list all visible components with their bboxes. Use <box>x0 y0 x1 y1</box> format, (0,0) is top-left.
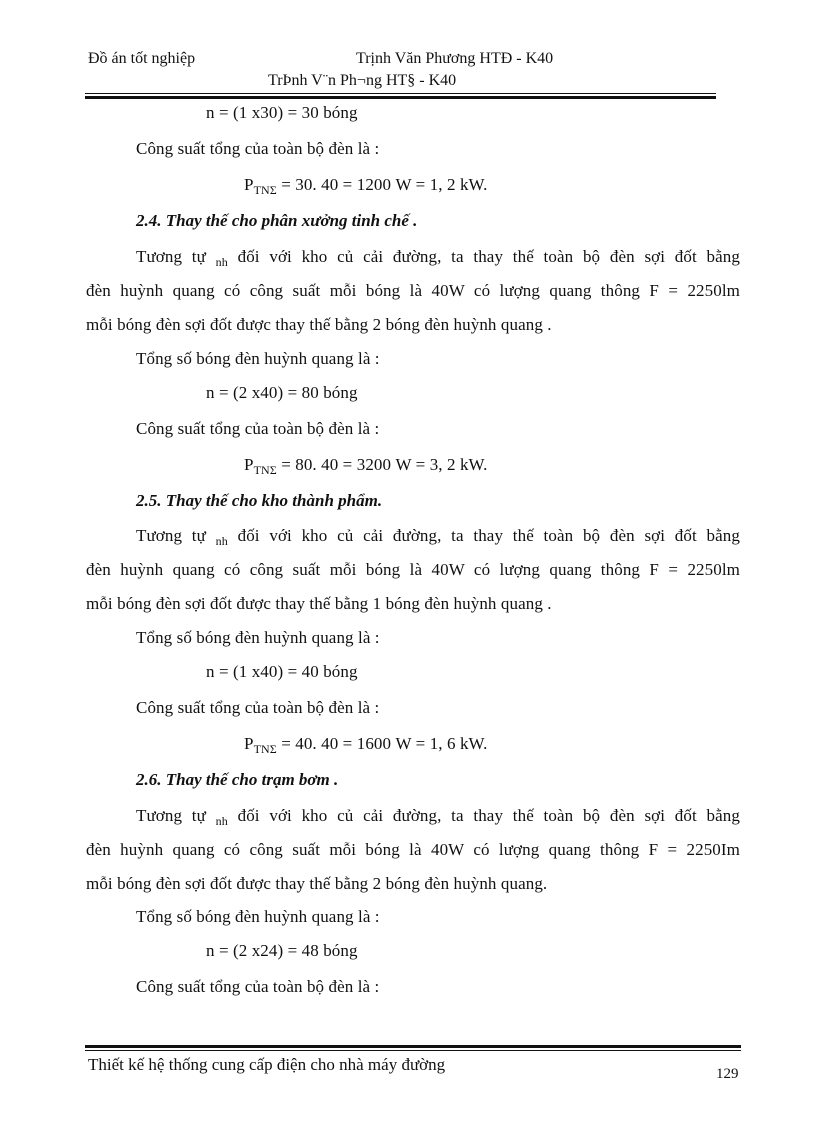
paragraph-2-6-line-3: mỗi bóng đèn sợi đốt được thay thế bằng 2 bóng đèn huỳnh quang. <box>86 874 548 893</box>
paragraph-2-4-line-3: mỗi bóng đèn sợi đốt được thay thế bằng 2 bóng đèn huỳnh quang . <box>86 315 552 334</box>
header-rule-thin <box>85 93 716 94</box>
power-formula-2-4: $P_{TN\Sigma} = 80$. 40 = 3200 W = 3, 2 kW. <box>244 455 488 477</box>
power-label-2-5: Công suất tổng của toàn bộ đèn là : <box>136 698 380 717</box>
paragraph-2-6-line-1: Tương tự $_{nh}$ đối với kho củ cải đường, ta thay thế toàn bộ đèn sợi đốt bằng <box>136 806 740 828</box>
paragraph-2-5-line-2: đèn huỳnh quang có công suất mỗi bóng là 40W có lượng quang thông F = 2250lm <box>86 560 740 579</box>
footer-rule-thin <box>85 1050 741 1051</box>
section-heading-2-4: 2.4. Thay thế cho phân xưởng tinh chế . <box>136 211 418 230</box>
header-left: Đồ án tốt nghiệp <box>88 50 196 67</box>
formula-count-2-4: n = (2 x40) = 80 bóng <box>206 383 358 402</box>
formula-count-2-6: n = (2 x24) = 48 bóng <box>206 941 358 960</box>
total-label-2-4: Tổng số bóng đèn huỳnh quang là : <box>136 349 380 368</box>
page-number: 129 <box>716 1066 739 1082</box>
footer-rule-thick <box>85 1045 741 1048</box>
power-formula-prev: $P_{TN\Sigma} = 30$. 40 = 1200 W = 1, 2 kW. <box>244 175 488 197</box>
header-right: Trịnh Văn Phương HTĐ - K40 <box>356 50 554 67</box>
power-label-2-6: Công suất tổng của toàn bộ đèn là : <box>136 977 380 996</box>
paragraph-2-4-line-1: Tương tự $_{nh}$ đối với kho củ cải đường, ta thay thế toàn bộ đèn sợi đốt bằng <box>136 247 740 269</box>
power-label-2-4: Công suất tổng của toàn bộ đèn là : <box>136 419 380 438</box>
section-heading-2-5: 2.5. Thay thế cho kho thành phẩm. <box>136 491 383 510</box>
total-label-2-6: Tổng số bóng đèn huỳnh quang là : <box>136 907 380 926</box>
header-garbled: TrÞnh V¨n Ph¬ng HT§ - K40 <box>268 72 457 89</box>
header-rule-thick <box>85 96 716 99</box>
power-label-prev: Công suất tổng của toàn bộ đèn là : <box>136 139 380 158</box>
total-label-2-5: Tổng số bóng đèn huỳnh quang là : <box>136 628 380 647</box>
formula-count-prev: n = (1 x30) = 30 bóng <box>206 103 358 122</box>
formula-count-2-5: n = (1 x40) = 40 bóng <box>206 662 358 681</box>
footer-title: Thiết kế hệ thống cung cấp điện cho nhà máy đường <box>88 1055 446 1074</box>
paragraph-2-5-line-3: mỗi bóng đèn sợi đốt được thay thế bằng 1 bóng đèn huỳnh quang . <box>86 594 552 613</box>
paragraph-2-4-line-2: đèn huỳnh quang có công suất mỗi bóng là 40W có lượng quang thông F = 2250lm <box>86 281 740 300</box>
paragraph-2-5-line-1: Tương tự $_{nh}$ đối với kho củ cải đường, ta thay thế toàn bộ đèn sợi đốt bằng <box>136 526 740 548</box>
power-formula-2-5: $P_{TN\Sigma} = 40$. 40 = 1600 W = 1, 6 kW. <box>244 734 488 756</box>
paragraph-2-6-line-2: đèn huỳnh quang có công suất mỗi bóng là 40W có lượng quang thông F = 2250Im <box>86 840 740 859</box>
section-heading-2-6: 2.6. Thay thế cho trạm bơm . <box>136 770 339 789</box>
